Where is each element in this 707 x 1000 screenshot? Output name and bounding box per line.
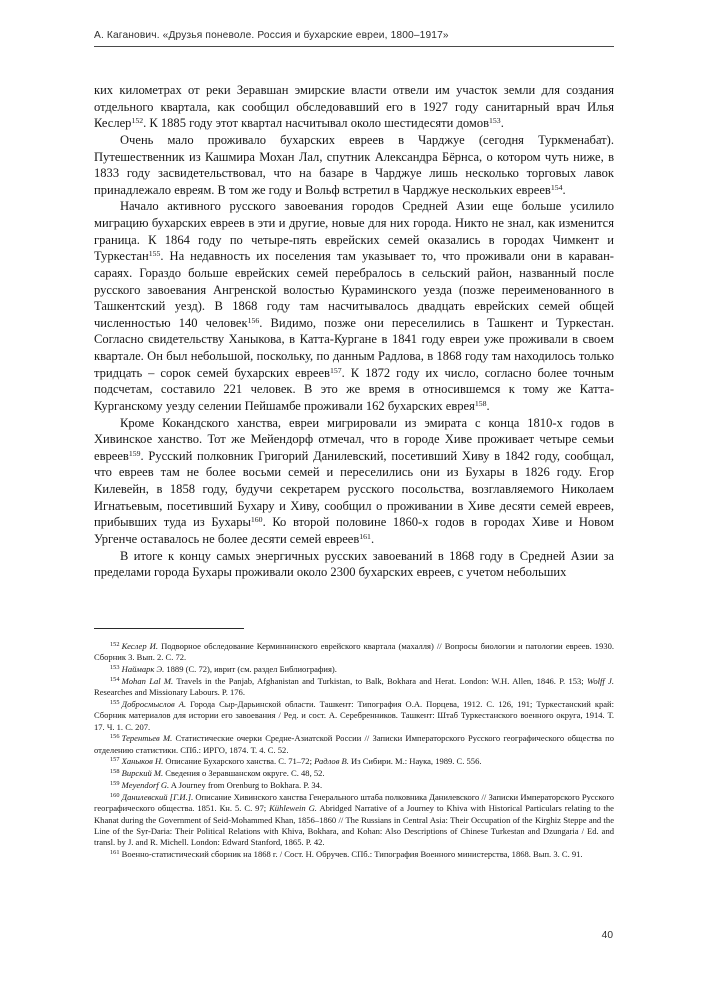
footnote-reference[interactable]: 154 xyxy=(550,182,563,192)
footnote-entry: $^{157}$ Ханыков Н. Описание Бухарского ханства. С. 71–72; Радлов В. Из Сибири. М.: Наука, 1989. С. 556. xyxy=(110,756,482,767)
footnote-entry: $^{161}$ Военно-статистический сборник на 1868 г. / Сост. Н. Обручев. СПб.: Типография Военного министерства, 1868. Вып. 3. С. 91. xyxy=(110,848,583,859)
body-paragraph: Очень мало проживало бухарских евреев в Чарджуе (сегодня Туркменабат). Путешественник из Кашмира Мохан Лал, спутник Александра Бёрнса, о котором чуть ниже, в 1833 году засвидетельствовал, что на базаре в Чарджуе лишь несколько торговых лавок принадлежало евреям. В том же году и Вольф встретил в Чарджуе нескольких евреев$^{154}$. xyxy=(94,132,614,197)
footnote-number: 152 xyxy=(110,640,120,648)
citation-author: Wolff J. xyxy=(587,675,614,686)
footnote-entry: $^{152}$ Кеслер И. Подворное обследование Керминнинского еврейского квартала (махалля) // Вопросы биологии и патологии евреев. 1930. Сборник 3. Вып. 2. С. 72. xyxy=(94,640,615,663)
footnote-number: 155 xyxy=(110,698,120,706)
footnote-number: 153 xyxy=(110,663,120,671)
footnote-entry: $^{160}$ Данилевский [Г.И.]. Описание Хивинского ханства Генерального штаба полковника Данилевского // Записки Императорского Русского географического общества. 1851. Кн. 5. С. 97; Kühlewein G. Abridged Narrative of a Journey to Khiva with Historical Particulars relating to the Khanat during the Government of Seid-Mohammed Khan, 1856–1860 // The Russians in Central Asia: Their Occupation of the Kirghiz Steppe and the Line of the Syr-Daria: Their Political Relations with Khiva, Bokhara, and Kohan: Also Descriptions of Chinese Turkestan and Dzungaria / Ed. and transl. by J. and R. Michell. London: Edward Stanford, 1865. P. 42. xyxy=(94,791,615,847)
running-head-text: А. Каганович. «Друзья поневоле. Россия и бухарские евреи, 1800–1917» xyxy=(94,30,449,41)
citation-author: Данилевский [Г.И.]. xyxy=(121,792,194,802)
citation-author: Радлов В. xyxy=(314,756,349,767)
footnote-entry: $^{158}$ Вирский М. Сведения о Зеравшанском округе. С. 48, 52. xyxy=(110,768,325,779)
footnote-reference[interactable]: 155 xyxy=(148,249,161,259)
footnote-reference[interactable]: 152 xyxy=(131,116,144,126)
footnote-reference[interactable]: 159 xyxy=(128,448,141,458)
footnotes-block xyxy=(94,641,614,861)
footnote-reference[interactable]: 153 xyxy=(489,116,501,126)
footnote-number: 154 xyxy=(110,675,120,683)
footnote-reference[interactable]: 156 xyxy=(247,315,260,325)
footnote-number: 158 xyxy=(110,768,120,776)
footnote-number: 161 xyxy=(110,848,120,856)
citation-author: Добросмыслов А. xyxy=(121,699,187,710)
footnote-number: 160 xyxy=(110,791,120,799)
citation-author: Наймарк Э. xyxy=(121,664,165,675)
footnote-reference[interactable]: 161 xyxy=(359,531,371,541)
footnote-entry: $^{153}$ Наймарк Э. 1889 (С. 72), иврит (см. раздел Библиография). xyxy=(110,663,337,675)
footnote-entry: $^{156}$ Терентьев М. Статистические очерки Средне-Азиатской России // Записки Императорского Русского географического общества по отделению статистики. СПб.: ИРГО, 1874. Т. 4. С. 52. xyxy=(94,733,614,755)
citation-author: Ханыков Н. xyxy=(121,756,164,767)
running-head xyxy=(94,30,614,47)
body-paragraph: Начало активного русского завоевания городов Средней Азии еще больше усилило миграцию бухарских евреев в эти и другие, новые для них города. Никто не знал, как изменится граница. К 1864 году по четыре-пять еврейских семей оказались в городах Чимкент и Туркестан$^{155}$. На недавность их поселения там указывает то, что проживали они в караван-сараях. Гораздо больше еврейских семей перебралось в сельский район, названный после русского завоевания Ангренской волостью Кураминского уезда (позже переименованного в Ташкентский уезд). В 1868 году там насчитывалось двадцать еврейских семей общей численностью 140 человек$^{156}$. Видимо, позже они переселились в Ташкент и Туркестан. Согласно свидетельству Ханыкова, в Катта-Кургане в 1841 году евреи уже проживали в своем квартале. Он был небольшой, поскольку, по данным Радлова, в 1868 году там находилось только тридцать – сорок семей бухарских евреев$^{157}$. К 1872 году их число, согласно более точным подсчетам, составило 221 человек. В это же время в относившемся к тому же Катта-Курганскому уезду селении Пейшамбе проживали 162 бухарских еврея$^{158}$. xyxy=(94,199,615,413)
citation-author: Терентьев М. xyxy=(121,733,173,744)
page-number: 40 xyxy=(601,930,613,941)
footnote-entry: $^{154}$ Mohan Lal M. Travels in the Panjab, Afghanistan and Turkistan, to Balk, Bokhara and Herat. London: W.H. Allen, 1846. P. 153; Wolff J. Researches and Missionary Labours. P. 176. xyxy=(94,675,614,698)
running-head-rule xyxy=(94,46,614,47)
footnote-separator-rule xyxy=(94,628,244,629)
body-paragraph: ких километрах от реки Зеравшан эмирские власти отвели им участок земли для создания отдельного квартала, как сообщил обследовавший его в 1927 году санитарный врач Илья Кеслер$^{152}$. К 1885 году этот квартал насчитывал около шестидесяти домов$^{153}$. xyxy=(94,83,614,131)
body-paragraph: Кроме Кокандского ханства, евреи мигрировали из эмирата с конца 1810-х годов в Хивинское ханство. Тот же Мейендорф отмечал, что в городе Хиве проживает четыре семьи евреев$^{159}$. Русский полковник Григорий Данилевский, посетивший Хиву в 1842 году, сообщал, что евреев там не более восьми семей и переселились они из Бухары в 1826 году. Егор Килевейн, в 1858 году, будучи секретарем русского посольства, возглавляемого Николаем Игнатьевым, посетивший Бухару и Хиву, сообщил о проживании в Хиве десяти семей евреев, прибывших туда из Бухары$^{160}$. Ко второй половине 1860-х годов в городах Хиве и Новом Ургенче оставалось не более десяти семей евреев$^{161}$. xyxy=(94,415,614,546)
footnote-number: 159 xyxy=(110,780,120,787)
body-text xyxy=(94,82,614,581)
citation-author: Kühlewein G. xyxy=(269,803,317,814)
footnote-reference[interactable]: 157 xyxy=(329,365,342,375)
footnote-reference[interactable]: 160 xyxy=(250,515,263,525)
citation-author: Mohan Lal M. xyxy=(121,675,174,686)
footnote-entry: $^{159}$ Meyendorf G. A Journey from Orenburg to Bokhara. P. 34. xyxy=(110,780,323,791)
citation-author: Кеслер И. xyxy=(121,641,158,651)
citation-author: Meyendorf G. xyxy=(121,780,170,791)
body-paragraph: В итоге к концу самых энергичных русских завоеваний в 1868 году в Средней Азии за пределами города Бухары проживали около 2300 бухарских евреев, с учетом небольших xyxy=(94,548,614,580)
footnote-reference[interactable]: 158 xyxy=(474,398,487,408)
footnote-number: 157 xyxy=(110,756,120,764)
citation-author: Вирский М. xyxy=(121,768,164,779)
footnote-entry: $^{155}$ Добросмыслов А. Города Сыр-Дарьинской области. Ташкент: Типография О.А. Порцева, 1912. С. 126, 191; Туркестанский край: Сборник материалов для истории его завоевания / Ред. и сост. А. Серебренников. Ташкент: Штаб Туркестанского военного округа, 1914. Т. 17. Ч. 1. С. 207. xyxy=(94,698,614,732)
footnote-number: 156 xyxy=(110,733,120,741)
